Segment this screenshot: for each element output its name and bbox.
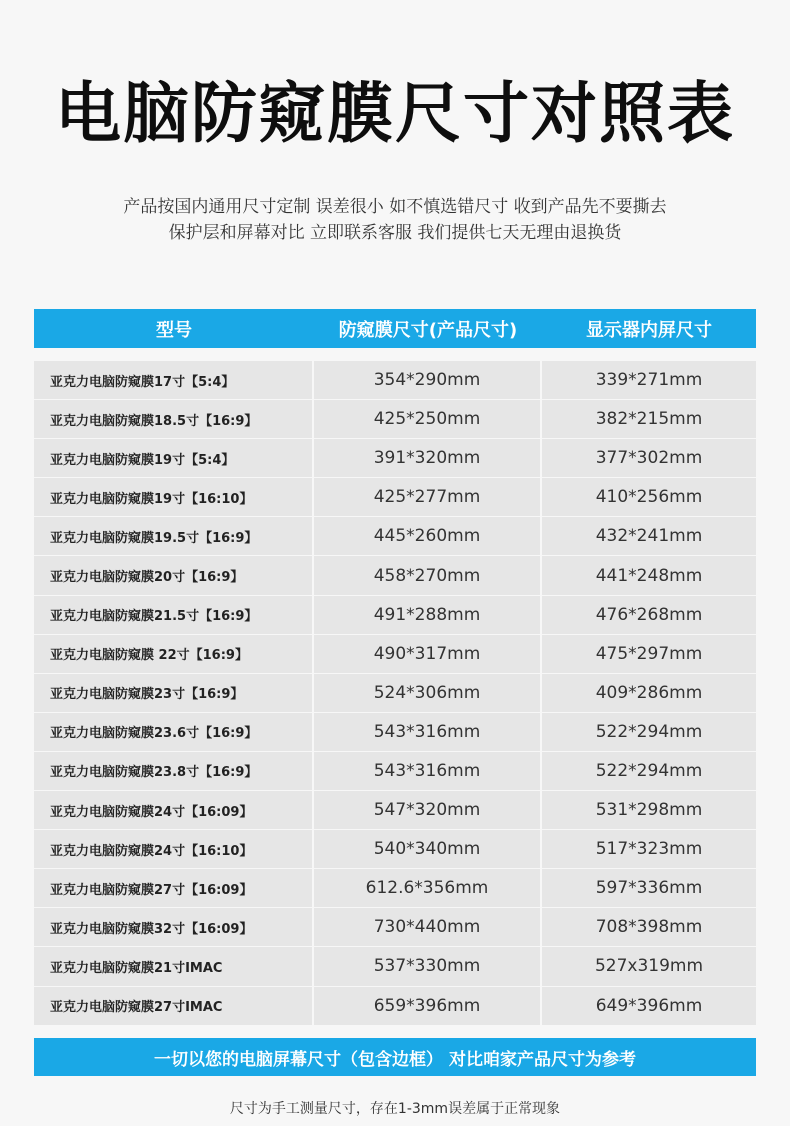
film-size-cell: 490*317mm <box>314 635 540 673</box>
screen-size-cell: 377*302mm <box>542 439 756 477</box>
film-size-cell: 659*396mm <box>314 987 540 1025</box>
model-cell: 亚克力电脑防窥膜23.6寸【16:9】 <box>34 713 312 751</box>
subtitle-line-1: 产品按国内通用尺寸定制 误差很小 如不慎选错尺寸 收到产品先不要撕去 <box>123 197 667 217</box>
model-cell: 亚克力电脑防窥膜21寸IMAC <box>34 947 312 985</box>
table-row <box>34 361 756 400</box>
table-row <box>34 400 756 439</box>
table-row <box>34 791 756 830</box>
screen-size-cell: 382*215mm <box>542 400 756 438</box>
screen-size-cell: 409*286mm <box>542 674 756 712</box>
model-cell: 亚克力电脑防窥膜23.8寸【16:9】 <box>34 752 312 790</box>
table-row <box>34 947 756 986</box>
model-cell: 亚克力电脑防窥膜19寸【16:10】 <box>34 478 312 516</box>
table-row <box>34 869 756 908</box>
measurement-note: 尺寸为手工测量尺寸，存在1-3mm误差属于正常现象 <box>229 1101 561 1117</box>
screen-size-cell: 708*398mm <box>542 908 756 946</box>
film-size-cell: 537*330mm <box>314 947 540 985</box>
screen-size-cell: 441*248mm <box>542 556 756 594</box>
subtitle <box>0 194 790 246</box>
film-size-cell: 540*340mm <box>314 830 540 868</box>
model-cell: 亚克力电脑防窥膜23寸【16:9】 <box>34 674 312 712</box>
film-size-cell: 543*316mm <box>314 713 540 751</box>
screen-size-cell: 527x319mm <box>542 947 756 985</box>
table-row <box>34 987 756 1026</box>
table-row <box>34 674 756 713</box>
screen-size-cell: 522*294mm <box>542 752 756 790</box>
film-size-cell: 491*288mm <box>314 596 540 634</box>
screen-size-cell: 522*294mm <box>542 713 756 751</box>
film-size-cell: 547*320mm <box>314 791 540 829</box>
table-row <box>34 478 756 517</box>
film-size-cell: 445*260mm <box>314 517 540 555</box>
table-row <box>34 556 756 595</box>
screen-size-cell: 475*297mm <box>542 635 756 673</box>
screen-size-cell: 517*323mm <box>542 830 756 868</box>
size-table <box>34 361 756 1026</box>
model-cell: 亚克力电脑防窥膜21.5寸【16:9】 <box>34 596 312 634</box>
model-cell: 亚克力电脑防窥膜32寸【16:09】 <box>34 908 312 946</box>
film-size-cell: 730*440mm <box>314 908 540 946</box>
table-row <box>34 596 756 635</box>
model-cell: 亚克力电脑防窥膜19寸【5:4】 <box>34 439 312 477</box>
table-row <box>34 908 756 947</box>
film-size-cell: 612.6*356mm <box>314 869 540 907</box>
screen-size-cell: 476*268mm <box>542 596 756 634</box>
header-film-size: 防窥膜尺寸(产品尺寸) <box>338 319 518 341</box>
table-row <box>34 635 756 674</box>
screen-size-cell: 531*298mm <box>542 791 756 829</box>
screen-size-cell: 597*336mm <box>542 869 756 907</box>
table-row <box>34 439 756 478</box>
table-row <box>34 830 756 869</box>
table-row <box>34 752 756 791</box>
model-cell: 亚克力电脑防窥膜24寸【16:09】 <box>34 791 312 829</box>
model-cell: 亚克力电脑防窥膜 22寸【16:9】 <box>34 635 312 673</box>
model-cell: 亚克力电脑防窥膜18.5寸【16:9】 <box>34 400 312 438</box>
model-cell: 亚克力电脑防窥膜17寸【5:4】 <box>34 361 312 399</box>
film-size-cell: 425*277mm <box>314 478 540 516</box>
model-cell: 亚克力电脑防窥膜20寸【16:9】 <box>34 556 312 594</box>
table-row <box>34 713 756 752</box>
screen-size-cell: 339*271mm <box>542 361 756 399</box>
model-cell: 亚克力电脑防窥膜19.5寸【16:9】 <box>34 517 312 555</box>
film-size-cell: 458*270mm <box>314 556 540 594</box>
subtitle-line-2: 保护层和屏幕对比 立即联系客服 我们提供七天无理由退换货 <box>168 223 622 243</box>
model-cell: 亚克力电脑防窥膜27寸IMAC <box>34 987 312 1025</box>
table-header <box>34 309 756 348</box>
header-screen-size: 显示器内屏尺寸 <box>586 319 712 341</box>
model-cell: 亚克力电脑防窥膜27寸【16:09】 <box>34 869 312 907</box>
film-size-cell: 354*290mm <box>314 361 540 399</box>
film-size-cell: 391*320mm <box>314 439 540 477</box>
header-model: 型号 <box>156 319 192 341</box>
screen-size-cell: 649*396mm <box>542 987 756 1025</box>
film-size-cell: 425*250mm <box>314 400 540 438</box>
table-row <box>34 517 756 556</box>
screen-size-cell: 432*241mm <box>542 517 756 555</box>
model-cell: 亚克力电脑防窥膜24寸【16:10】 <box>34 830 312 868</box>
film-size-cell: 543*316mm <box>314 752 540 790</box>
page-title: 电脑防窥膜尺寸对照表 <box>55 75 735 152</box>
film-size-cell: 524*306mm <box>314 674 540 712</box>
screen-size-cell: 410*256mm <box>542 478 756 516</box>
reference-banner: 一切以您的电脑屏幕尺寸（包含边框） 对比咱家产品尺寸为参考 <box>34 1038 756 1076</box>
